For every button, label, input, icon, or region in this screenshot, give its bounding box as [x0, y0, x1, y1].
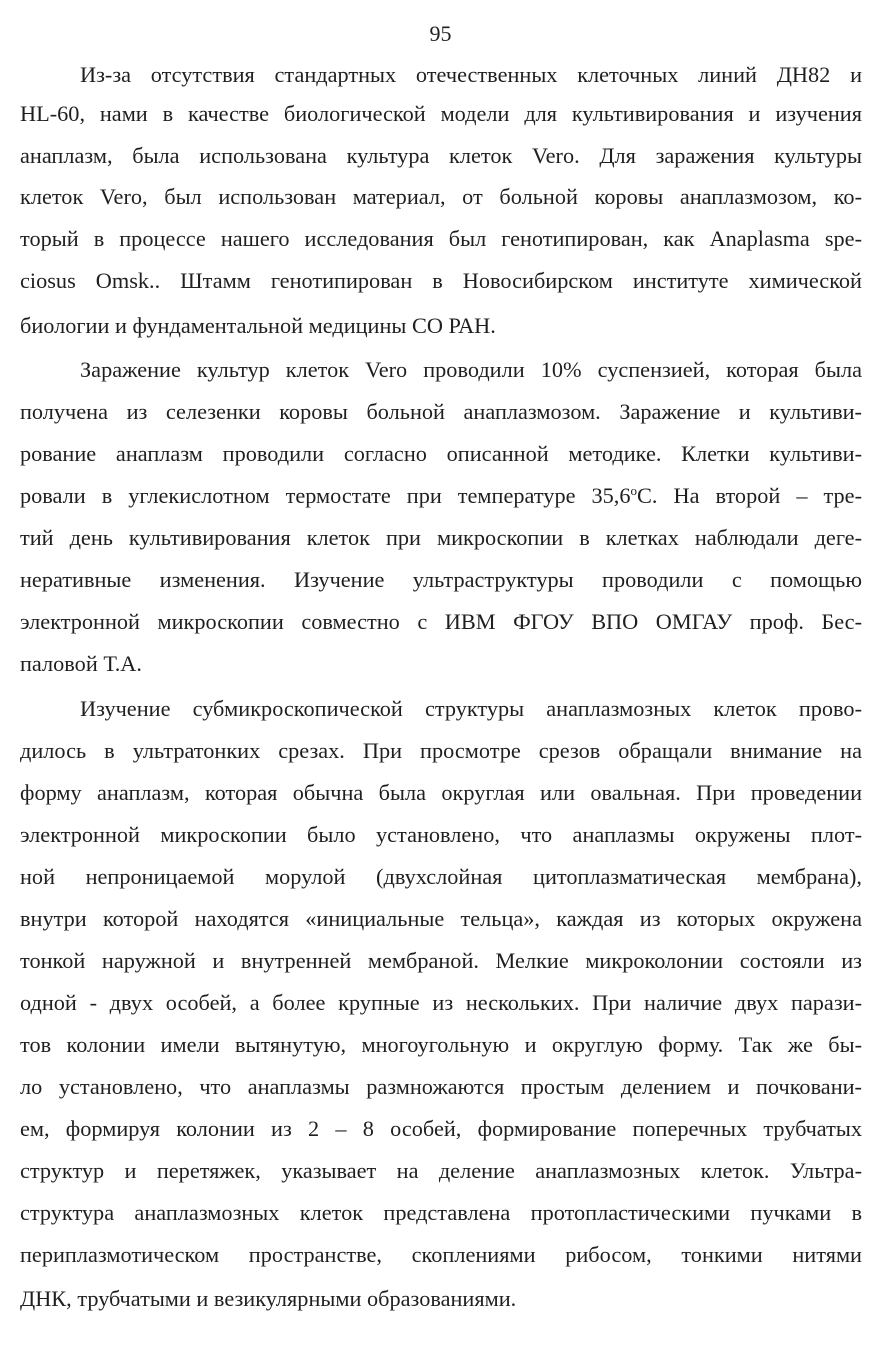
paragraph-3-line-8: одной - двух особей, а более крупные из нескольких. При наличие двух парази- — [20, 990, 862, 1015]
paragraph-1-line-7: биологии и фундаментальной медицины СО РАН. — [20, 313, 496, 338]
paragraph-3-line-11: ем, формируя колонии из 2 – 8 особей, формирование поперечных трубчатых — [20, 1116, 862, 1141]
paragraph-3-line-4: электронной микроскопии было установлено, что анаплазмы окружены плот- — [20, 822, 862, 847]
paragraph-2-line-7: электронной микроскопии совместно с ИВМ ФГОУ ВПО ОМГАУ проф. Бес- — [20, 609, 862, 634]
paragraph-3-line-9: тов колонии имели вытянутую, многоугольную и округлую форму. Так же бы- — [20, 1032, 862, 1057]
paragraph-3-line-2: дилось в ультратонких срезах. При просмотре срезов обращали внимание на — [20, 738, 862, 763]
paragraph-3-line-15: ДНК, трубчатыми и везикулярными образованиями. — [20, 1286, 517, 1311]
paragraph-2-line-4 — [20, 480, 862, 512]
paragraph-3-line-6: внутри которой находятся «инициальные тельца», каждая из которых окружена — [20, 906, 862, 931]
paragraph-1-line-1: Из-за отсутствия стандартных отечественных клеточных линий ДН82 и — [80, 62, 862, 87]
paragraph-2-line-3: рование анаплазм проводили согласно описанной методике. Клетки культиви- — [20, 441, 862, 466]
paragraph-2-line-6: неративные изменения. Изучение ультраструктуры проводили с помощью — [20, 567, 862, 592]
paragraph-3-line-14: периплазмотическом пространстве, скоплениями рибосом, тонкими нитями — [20, 1242, 862, 1267]
paragraph-3-line-7: тонкой наружной и внутренней мембраной. Мелкие микроколонии состояли из — [20, 948, 862, 973]
paragraph-3-line-1: Изучение субмикроскопической структуры анаплазмозных клеток прово- — [80, 696, 862, 721]
paragraph-2-line-5: тий день культивирования клеток при микроскопии в клетках наблюдали деге- — [20, 525, 862, 550]
paragraph-1-line-3: анаплазм, была использована культура клеток Vero. Для заражения культуры — [20, 143, 862, 168]
temperature-sentence: ровали в углекислотном термостате при температуре 35,6 — [20, 483, 631, 508]
paragraph-3-line-12: структур и перетяжек, указывает на деление анаплазмозных клеток. Ультра- — [20, 1158, 862, 1183]
degree-superscript: о — [630, 483, 638, 498]
paragraph-2-line-1: Заражение культур клеток Vero проводили 10% суспензией, которая была — [80, 357, 862, 382]
paragraph-2-line-8: паловой Т.А. — [20, 651, 142, 676]
page-number: 95 — [429, 21, 452, 46]
paragraph-3-line-13: структура анаплазмозных клеток представлена протопластическими пучками в — [20, 1200, 862, 1225]
paragraph-1-line-5: торый в процессе нашего исследования был генотипирован, как Anaplasma spe- — [20, 226, 862, 251]
paragraph-3-line-10: ло установлено, что анаплазмы размножаются простым делением и почковани- — [20, 1074, 862, 1099]
paragraph-3-line-5: ной непроницаемой морулой (двухслойная цитоплазматическая мембрана), — [20, 864, 862, 889]
paragraph-1-line-6: ciosus Omsk.. Штамм генотипирован в Новосибирском институте химической — [20, 268, 862, 293]
paragraph-2-line-2: получена из селезенки коровы больной анаплазмозом. Заражение и культиви- — [20, 399, 862, 424]
paragraph-1-line-4: клеток Vero, был использован материал, от больной коровы анаплазмозом, ко- — [20, 184, 862, 209]
temperature-sentence-tail: С. На второй – тре- — [637, 483, 862, 508]
paragraph-3-line-3: форму анаплазм, которая обычна была округлая или овальная. При проведении — [20, 780, 862, 805]
paragraph-1-line-2: HL-60, нами в качестве биологической модели для культивирования и изучения — [20, 101, 862, 126]
